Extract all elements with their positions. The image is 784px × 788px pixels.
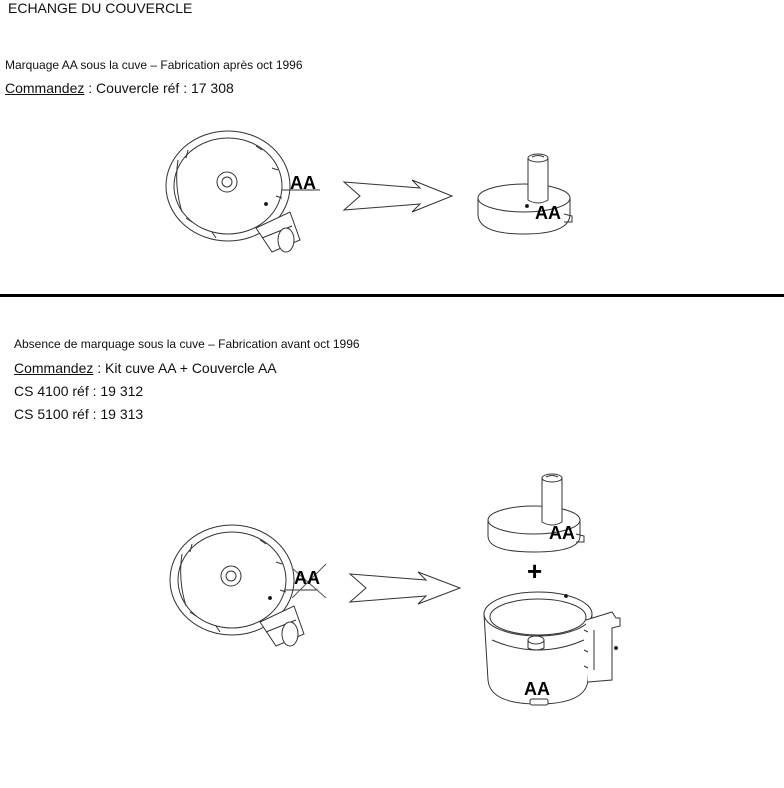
section2-order-label: Commandez [14, 360, 94, 376]
plus-sign: + [527, 556, 543, 586]
bowl-marking-label: AA [290, 173, 316, 193]
ref-line-cs5100: CS 5100 réf : 19 313 [14, 406, 144, 422]
section2-order-text: : Kit cuve AA + Couvercle AA [93, 360, 277, 376]
ref-line-cs4100: CS 4100 réf : 19 312 [14, 383, 144, 399]
arrow-icon [350, 572, 460, 604]
section1-heading: Marquage AA sous la cuve – Fabrication après oct 1996 [5, 58, 303, 72]
arrow-icon [344, 180, 452, 212]
section1-order-label: Commandez [5, 80, 85, 96]
new-bowl-marking-label: AA [524, 679, 550, 699]
lid-marking-label: AA [535, 203, 561, 223]
new-bowl-illustration [484, 592, 620, 705]
bowl-marking-crossed-label: AA [294, 568, 320, 588]
section2-heading: Absence de marquage sous la cuve – Fabrication avant oct 1996 [14, 337, 360, 351]
lid-marking-label-2: AA [549, 523, 575, 543]
page-title: ECHANGE DU COUVERCLE [8, 0, 193, 16]
section1-order-text: : Couvercle réf : 17 308 [84, 80, 234, 96]
